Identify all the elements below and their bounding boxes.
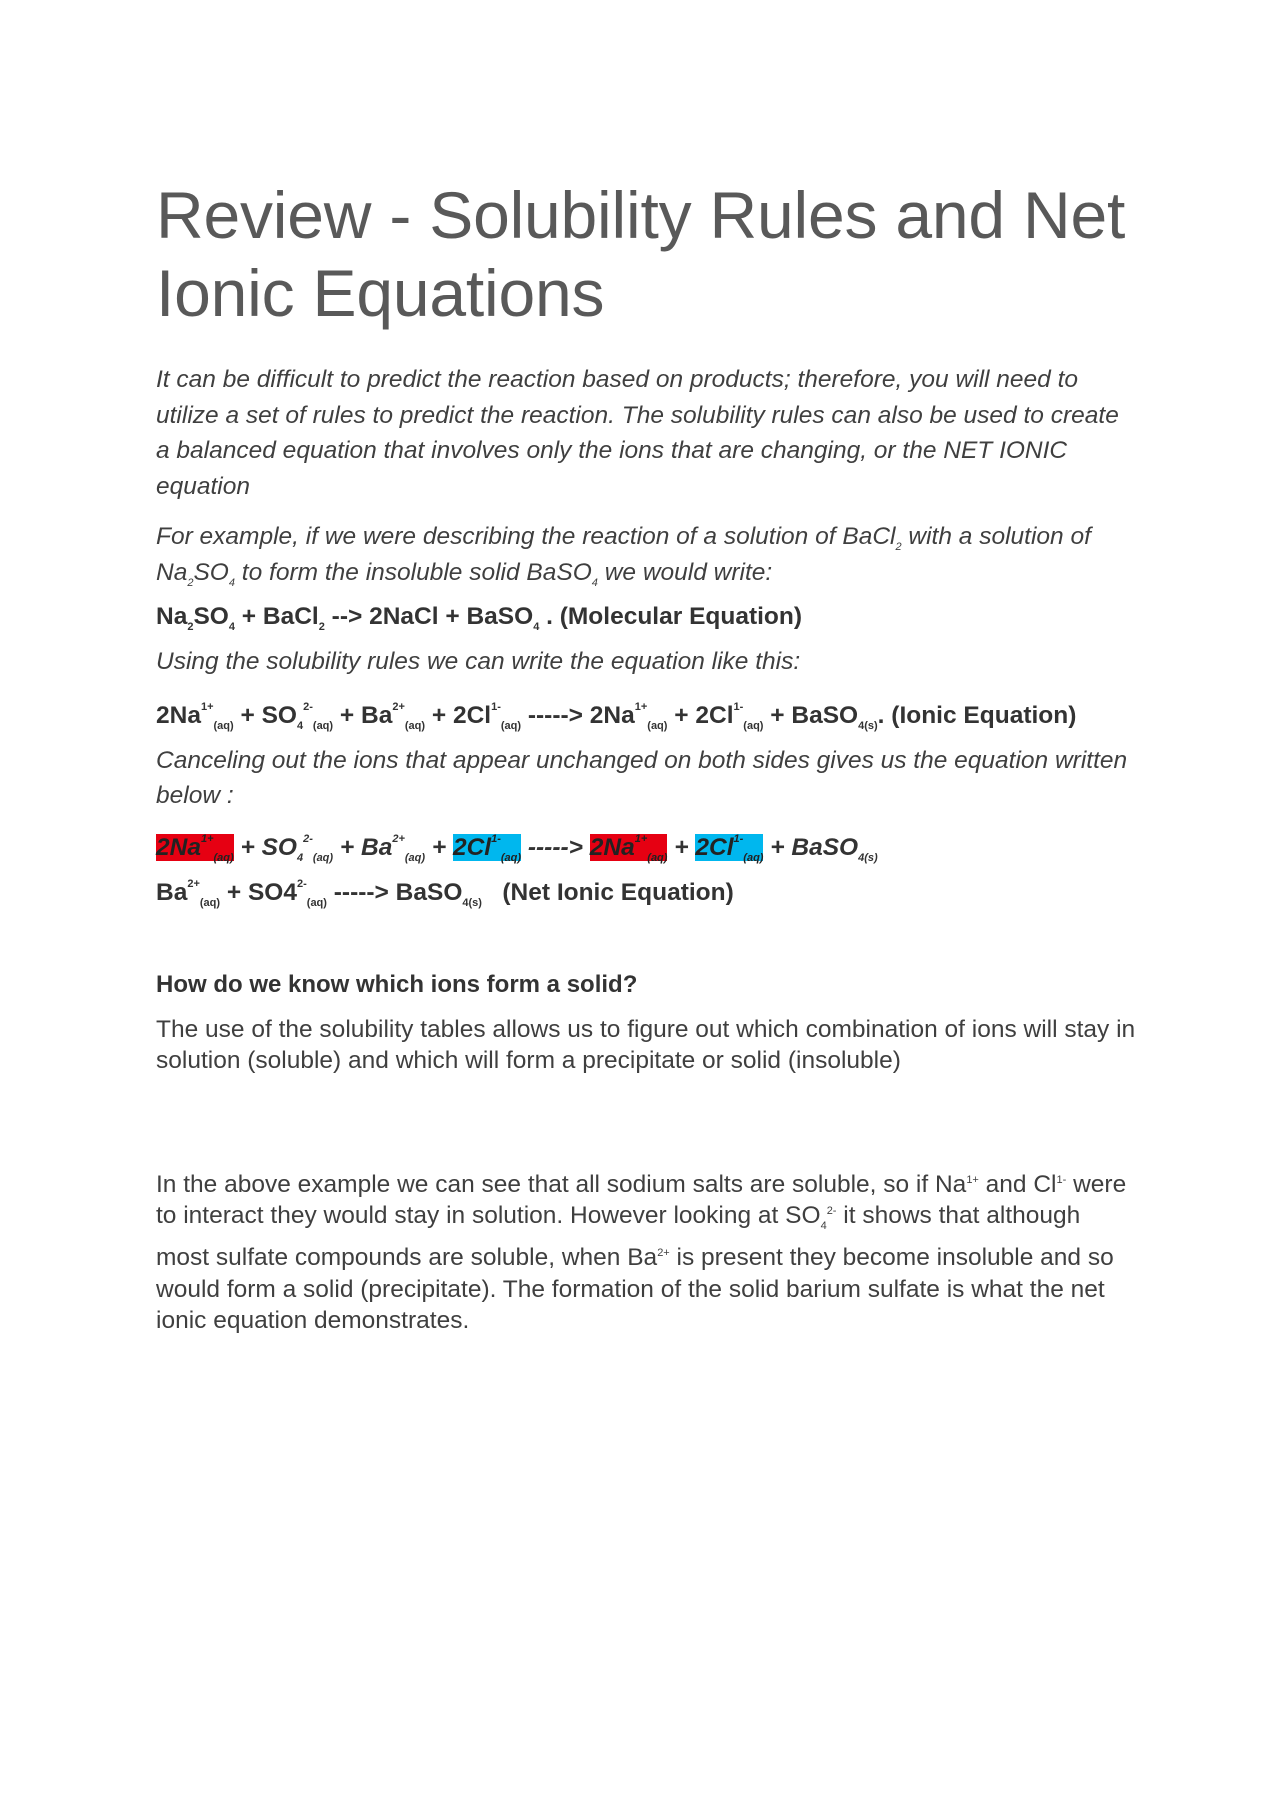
canceled-cl-left: $2Cl^{1-}_{(aq)}$ xyxy=(452,833,522,864)
canceled-equation: $2Na^{1+}_{(aq)} + SO_4^{2-}_{(aq)} + Ba^{2+}_{(aq)} + 2Cl^{1-}_{(aq)}$ -----> $2Na^{1+}_{(aq)} + 2Cl^{1-}_{(aq)}$ + BaSO$_{4(s)}$ xyxy=(156,833,878,864)
canceled-na-right: $2Na^{1+}_{(aq)}$ xyxy=(589,833,668,864)
net-ionic-equation: $Ba^{2+}_{(aq)} + SO4^{2-}_{(aq)}$ -----> BaSO$_{4(s)}$ (Net Ionic Equation) xyxy=(156,878,734,909)
title-line-1: Review - Solubility Rules and Net xyxy=(156,178,1126,252)
example-paragraph: For example, if we were describing the reaction of a solution of BaCl$_2$ with a solution of $Na_2SO_4$ to form the insoluble solid BaSO$_4$ we would write: xyxy=(156,523,1091,589)
using-rules-text: Using the solubility rules we can write the equation like this: xyxy=(156,648,801,675)
molecular-equation: $Na_2SO_4$ + BaCl$_2$ --> 2NaCl + BaSO$_4$ . (Molecular Equation) xyxy=(156,603,803,633)
example-explanation-paragraph: In the above example we can see that all sodium salts are soluble, so if $Na^{1+}$ and $Cl^{1-}$ were to interact they would stay in solution. However looking at $SO_4^{2-}$ it shows that although most sulfate compounds are soluble, when $Ba^{2+}$ is present they become insoluble and so would form a solid (precipitate). The formation of the solid barium sulfate is what the net ionic equation demonstrates. xyxy=(156,1170,1127,1335)
canceled-cl-right: $2Cl^{1-}_{(aq)}$ xyxy=(695,833,764,864)
intro-paragraph: It can be difficult to predict the reaction based on products; therefore, you will need to utilize a set of rules to predict the reaction. The solubility rules can also be used to create a balanced equation that involves only the ions that are changing, or the NET IONIC equation xyxy=(156,366,1119,500)
section-heading: How do we know which ions form a solid? xyxy=(156,970,638,998)
canceling-text: Canceling out the ions that appear unchanged on both sides gives us the equation written below : xyxy=(156,746,1128,809)
solubility-tables-paragraph: The use of the solubility tables allows us to figure out which combination of ions will stay in solution (soluble) and which will form a precipitate or solid (insoluble) xyxy=(156,1015,1136,1074)
page-title xyxy=(156,176,1136,332)
title-line-2: Ionic Equations xyxy=(156,256,605,330)
ionic-equation: $2Na^{1+}_{(aq)} + SO_4^{2-}_{(aq)} + Ba^{2+}_{(aq)} + 2Cl^{1-}_{(aq)}$ -----> $2Na^{1+}_{(aq)} + 2Cl^{1-}_{(aq)}$ + BaSO$_{4(s)}$. (Ionic Equation) xyxy=(156,701,1077,732)
canceled-na-left: $2Na^{1+}_{(aq)}$ xyxy=(156,833,234,864)
document-content xyxy=(156,176,1136,1337)
